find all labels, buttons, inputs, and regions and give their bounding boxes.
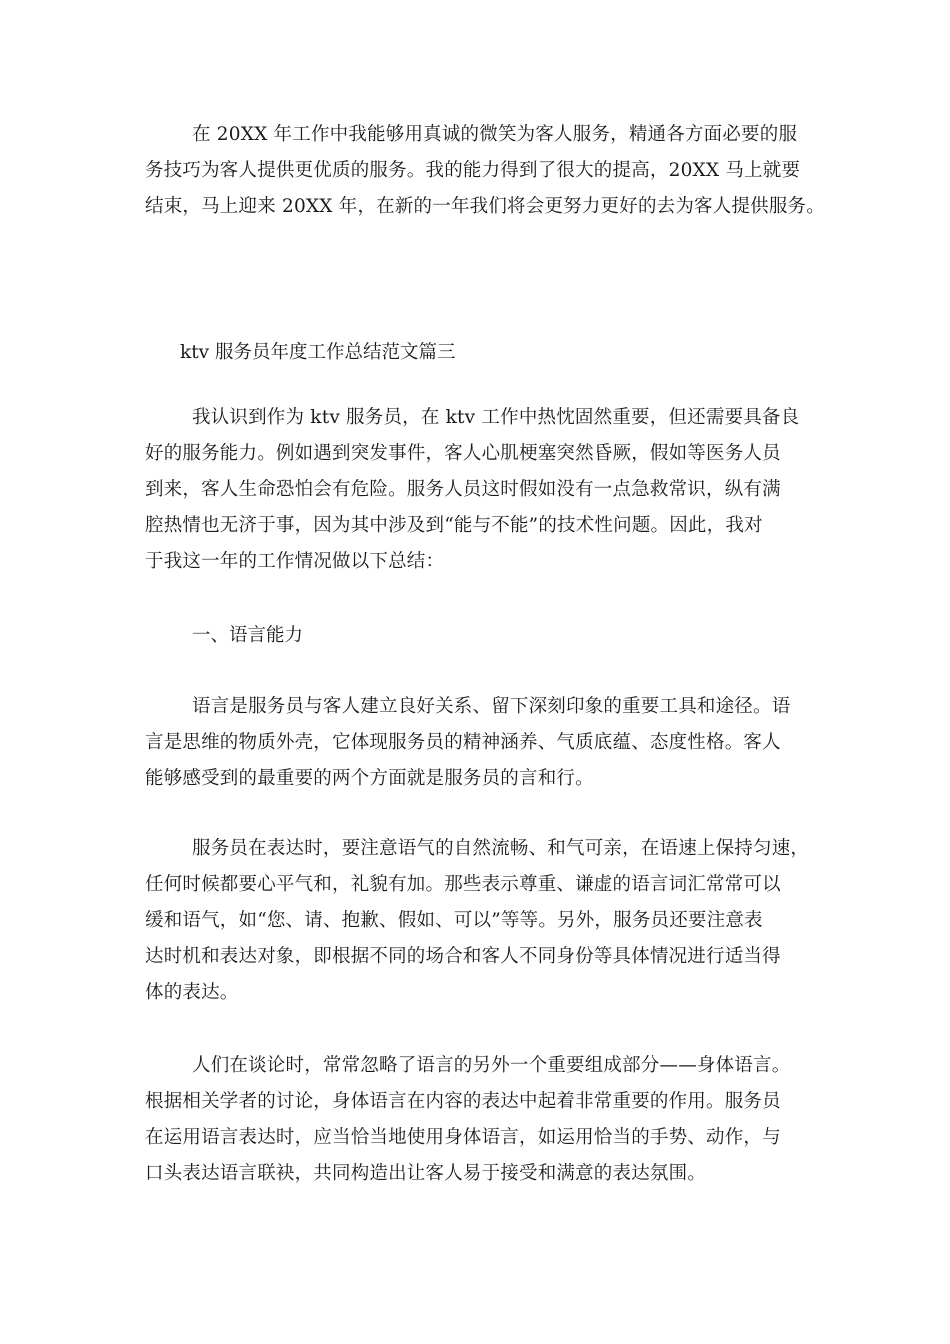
paragraph-language-tool [145, 689, 825, 797]
text-line: 语言是服务员与客人建立良好关系、留下深刻印象的重要工具和途径。语 [192, 696, 791, 717]
text-line: 结束，马上迎来 20XX 年，在新的一年我们将会更努力更好的去为客人提供服务。 [145, 196, 825, 217]
text-line: 口头表达语言联袂，共同构造出让客人易于接受和满意的表达氛围。 [145, 1163, 707, 1184]
text-line: 达时机和表达对象，即根据不同的场合和客人不同身份等具体情况进行适当得 [145, 946, 781, 967]
text-line: 言是思维的物质外壳，它体现服务员的精神涵养、气质底蕴、态度性格。客人 [145, 732, 781, 753]
text-line: 到来，客人生命恐怕会有危险。服务人员这时假如没有一点急救常识，纵有满 [145, 479, 781, 500]
text-line: 于我这一年的工作情况做以下总结： [145, 551, 445, 572]
text-line: 人们在谈论时，常常忽略了语言的另外一个重要组成部分——身体语言。 [192, 1055, 791, 1076]
text-line: 任何时候都要心平气和，礼貌有加。那些表示尊重、谦虚的语言词汇常常可以 [145, 874, 781, 895]
text-line: 能够感受到的最重要的两个方面就是服务员的言和行。 [145, 768, 594, 789]
paragraph-body-language [145, 1048, 825, 1192]
text-line: 我认识到作为 ktv 服务员，在 ktv 工作中热忱固然重要，但还需要具备良 [192, 407, 800, 428]
text-line: 腔热情也无济于事，因为其中涉及到“能与不能”的技术性问题。因此，我对 [145, 515, 763, 536]
paragraph-intro-summary [145, 117, 825, 225]
subheading-language-ability: 一、语言能力 [192, 625, 304, 646]
text-line: 在运用语言表达时，应当恰当地使用身体语言，如运用恰当的手势、动作，与 [145, 1127, 781, 1148]
text-line: 体的表达。 [145, 982, 239, 1003]
section-title: ktv 服务员年度工作总结范文篇三 [180, 342, 456, 363]
paragraph-awareness [145, 400, 825, 580]
text-line: 根据相关学者的讨论，身体语言在内容的表达中起着非常重要的作用。服务员 [145, 1091, 781, 1112]
text-line: 缓和语气，如“您、请、抱歉、假如、可以”等等。另外，服务员还要注意表 [145, 910, 763, 931]
text-line: 好的服务能力。例如遇到突发事件，客人心肌梗塞突然昏厥，假如等医务人员 [145, 443, 781, 464]
paragraph-tone [145, 831, 825, 1011]
text-line: 服务员在表达时，要注意语气的自然流畅、和气可亲，在语速上保持匀速， [192, 838, 810, 859]
text-line: 在 20XX 年工作中我能够用真诚的微笑为客人服务，精通各方面必要的服 [192, 124, 798, 145]
text-line: 务技巧为客人提供更优质的服务。我的能力得到了很大的提高，20XX 马上就要 [145, 160, 801, 181]
